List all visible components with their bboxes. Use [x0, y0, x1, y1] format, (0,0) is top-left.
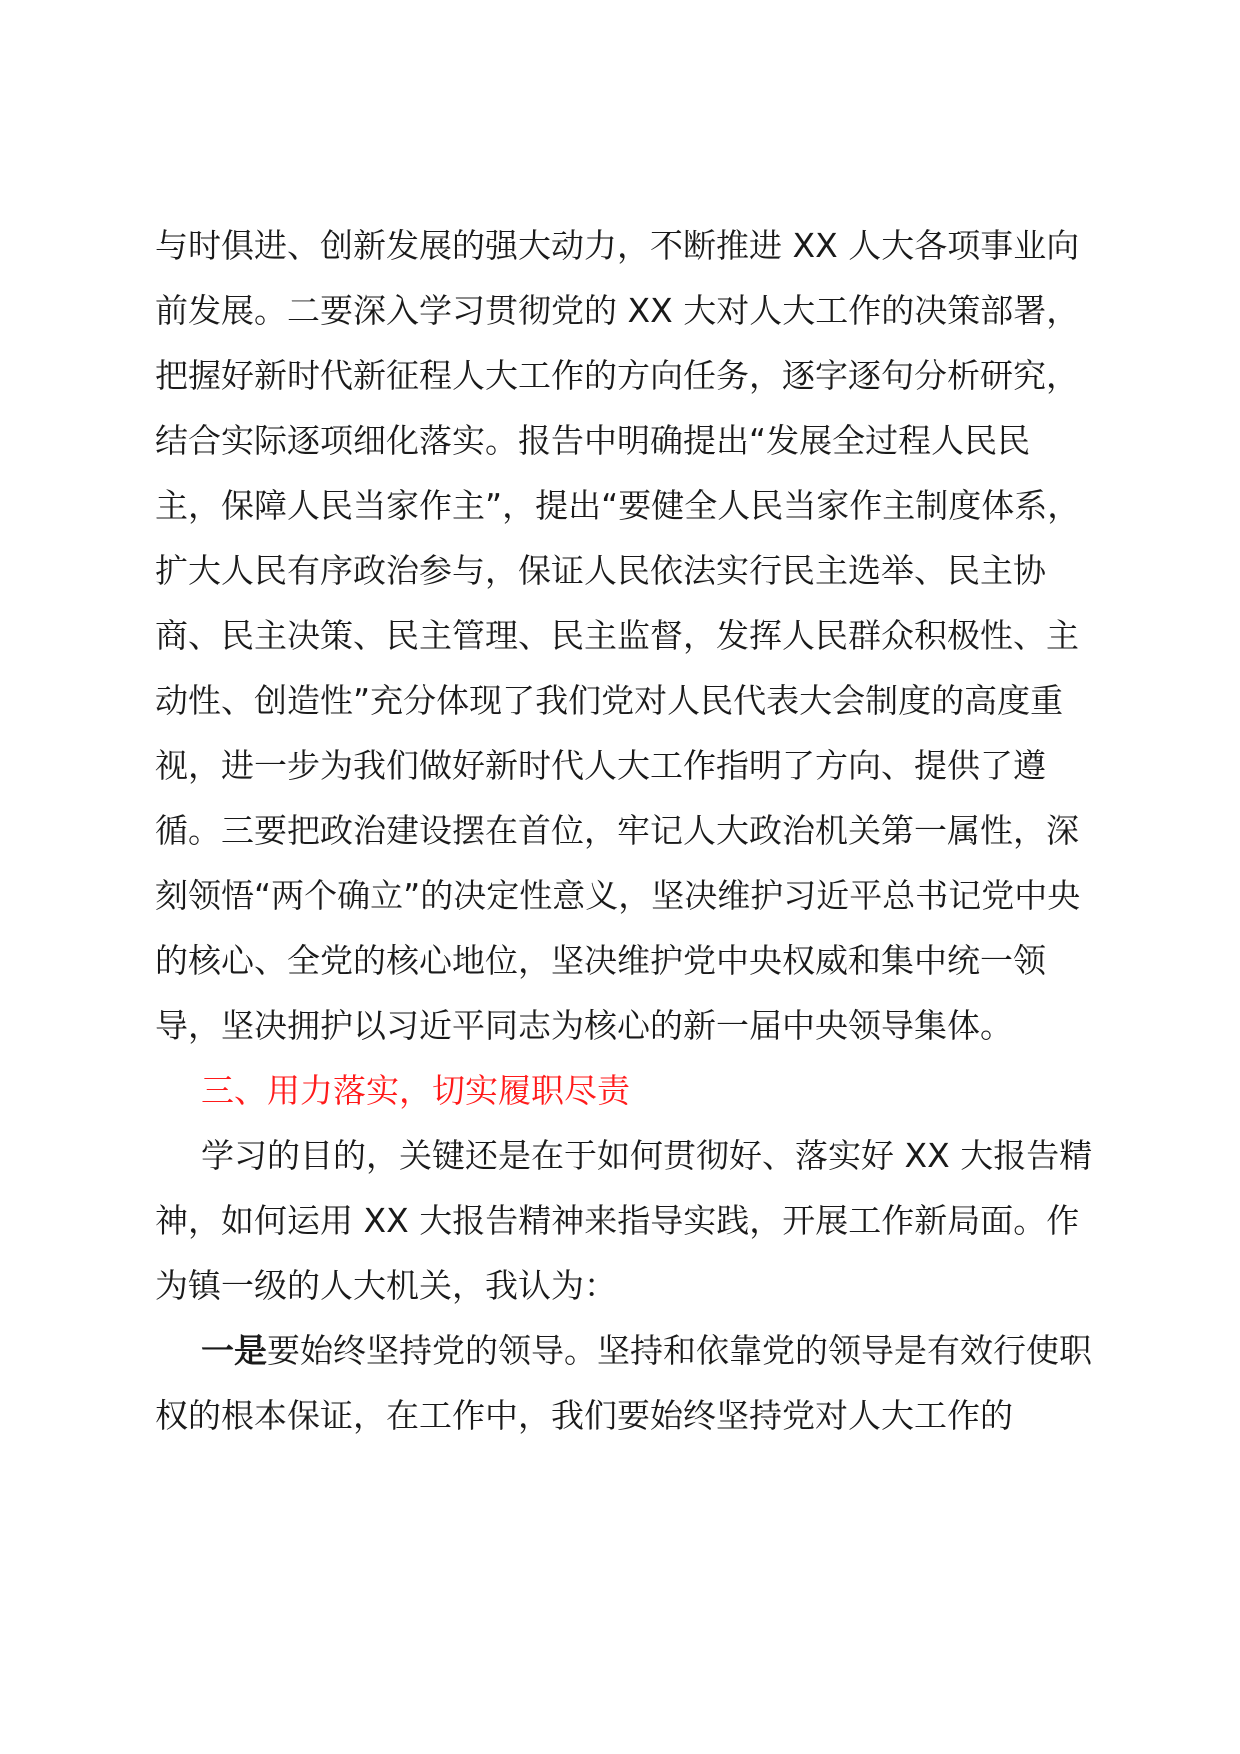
paragraph-purpose: 学习的目的，关键还是在于如何贯彻好、落实好 XX 大报告精神，如何运用 XX 大报告精神来指导实践，开展工作新局面。作为镇一级的人大机关，我认为： [155, 1136, 1093, 1305]
paragraph-point-one [155, 1318, 1095, 1448]
point-one-text: 要始终坚持党的领导。坚持和依靠党的领导是有效行使职权的根本保证，在工作中，我们要始终坚持党对人大工作的 [155, 1331, 1092, 1435]
document-body [155, 213, 1095, 1448]
paragraph-continuation: 与时俱进、创新发展的强大动力，不断推进 XX 人大各项事业向前发展。二要深入学习贯彻党的 XX 大对人大工作的决策部署，把握好新时代新征程人大工作的方向任务，逐字逐句分析研究，结合实际逐项细化落实。报告中明确提出“发展全过程人民民主，保障人民当家作主”，提出“要健全人民当家作主制度体系，扩大人民有序政治参与，保证人民依法实行民主选举、民主协商、民主决策、民主管理、民主监督，发挥人民群众积极性、主动性、创造性”充分体现了我们党对人民代表大会制度的高度重视，进一步为我们做好新时代人大工作指明了方向、提供了遵循。三要把政治建设摆在首位，牢记人大政治机关第一属性，深刻领悟“两个确立”的决定性意义，坚决维护习近平总书记党中央的核心、全党的核心地位，坚决维护党中央权威和集中统一领导，坚决拥护以习近平同志为核心的新一届中央领导集体。 [155, 226, 1081, 1045]
point-one-label: 一是 [201, 1331, 267, 1370]
section-heading: 三、用力落实，切实履职尽责 [201, 1071, 630, 1110]
